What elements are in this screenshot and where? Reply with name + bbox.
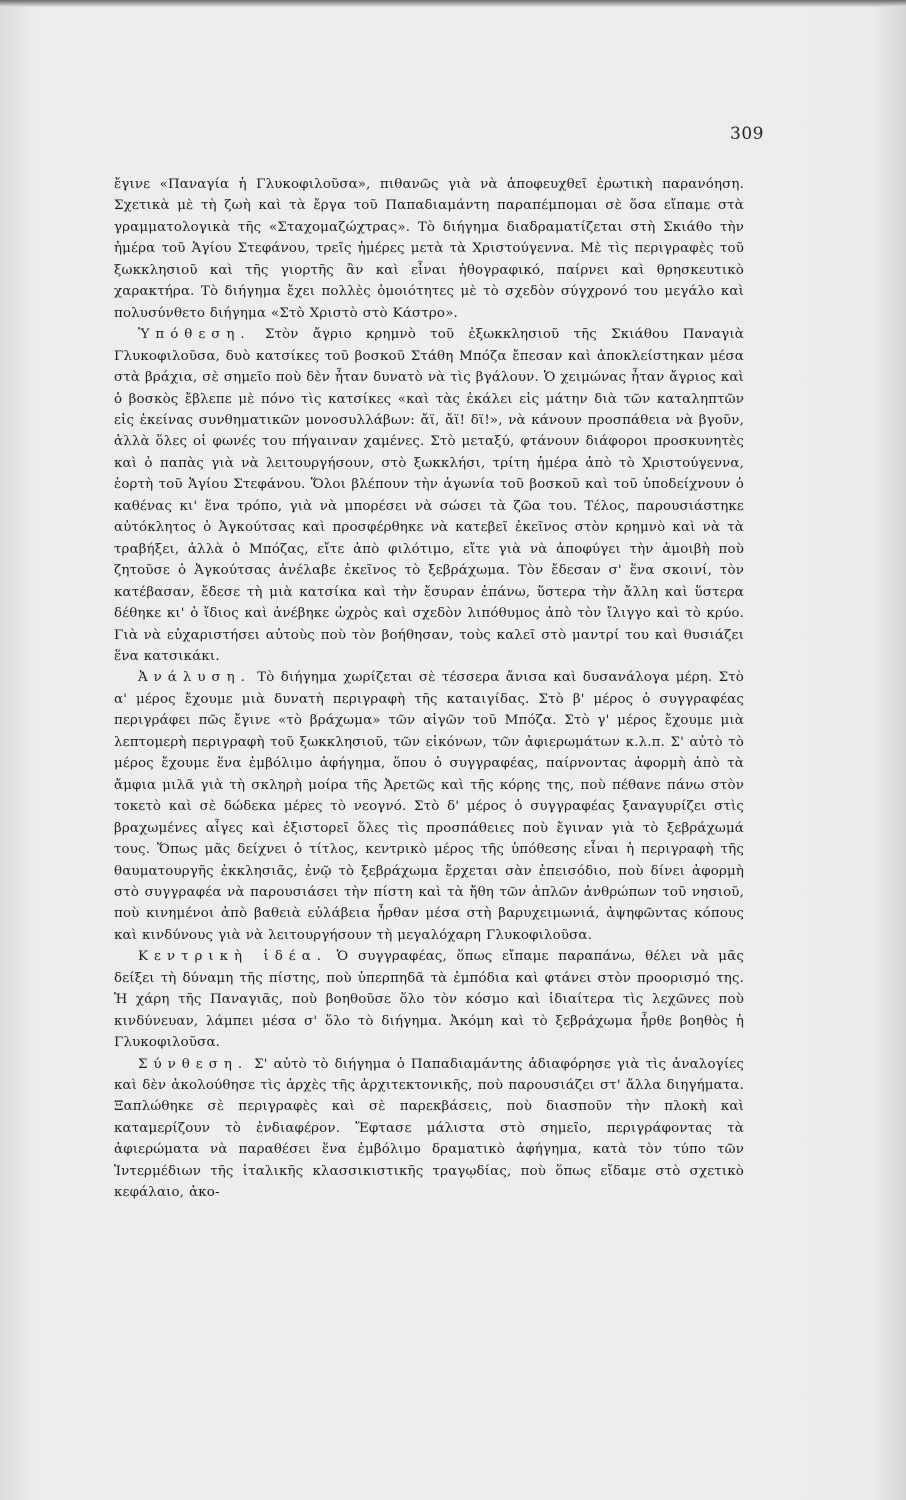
paragraph-composition bbox=[114, 1054, 744, 1204]
section-heading-analysis: Ἀνάλυση. bbox=[138, 670, 251, 686]
paragraph-plot bbox=[114, 324, 744, 667]
paragraph-central-idea bbox=[114, 946, 744, 1053]
paragraph-text: Τὸ διήγημα χωρίζεται σὲ τέσσερα ἄνισα καὶ δυσανάλογα μέρη. Στὸ α' μέρος ἔχουμε μιὰ δυνατὴ περιγραφὴ τῆς καταιγίδας. Στὸ β' μέρος ὁ συγγραφέας περιγράφει πῶς ἔγινε «τὸ βράχωμα» τῶν αἰγῶν τοῦ Μπόζα. Στὸ γ' μέρος ἔχουμε μιὰ λεπτομερὴ περιγραφὴ τοῦ ξωκκλησιοῦ, τῶν εἰκόνων, τῶν ἀφιερωμάτων κ.λ.π. Σ' αὐτὸ τὸ μέρος ἔχουμε ἕνα ἐμβόλιμο ἀφήγημα, ὅπου ὁ συγγραφέας, παίρνοντας ἀφορμὴ ἀπὸ τὰ ἄμφια μιλᾶ γιὰ τὴ σκληρὴ μοίρα τῆς Ἀρετῶς καὶ τῆς κόρης της, ποὺ πέθανε πάνω στὸν τοκετὸ καὶ σὲ δώδεκα μέρες τὸ νεογνό. Στὸ δ' μέρος ὁ συγγραφέας ξαναγυρίζει στὶς βραχωμένες αἶγες καὶ ἐξιστορεῖ ὅλες τὶς προσπάθειες ποὺ ἔγιναν γιὰ τὸ ξεβράχωμά τους. Ὅπως μᾶς δείχνει ὁ τίτλος, κεντρικὸ μέρος τῆς ὑπόθεσης εἶναι ἡ περιγραφὴ τῆς θαυματουργῆς ἐκκλησιᾶς, ἐνῷ τὸ ξεβράχωμα ἔρχεται σὰν ἐπεισόδιο, ποὺ δίνει ἀφορμὴ στὸ συγγραφέα νὰ παρουσιάσει τὴν πίστη καὶ τὰ ἤθη τῶν ἁπλῶν ἀνθρώπων τοῦ νησιοῦ, ποὺ κινημένοι ἀπὸ βαθειὰ εὐλάβεια ἦρθαν μέσα στὴ βαρυχειμωνιά, ἀψηφῶντας κόπους καὶ κινδύνους γιὰ νὰ λειτουργήσουν τὴ μεγαλόχαρη Γλυκοφιλοῦσα. bbox=[114, 670, 744, 943]
paragraph-analysis bbox=[114, 667, 744, 946]
section-heading-plot: Ὑπόθεση. bbox=[138, 327, 251, 343]
paragraph-text: Ὁ συγγραφέας, ὅπως εἴπαμε παραπάνω, θέλει νὰ μᾶς δείξει τὴ δύναμη τῆς πίστης, ποὺ ὑπερπηδᾶ τὰ ἐμπόδια καὶ φτάνει στὸν προορισμό της. Ἡ χάρη τῆς Παναγιᾶς, ποὺ βοηθοῦσε ὅλο τὸν κόσμο καὶ ἰδιαίτερα τὶς λεχῶνες ποὺ κινδύνευαν, λάμπει μέσα σ' ὅλο τὸ διήγημα. Ἀκόμη καὶ τὸ ξεβράχωμα ἦρθε βοηθὸς ἡ Γλυκοφιλοῦσα. bbox=[114, 949, 744, 1051]
page-number: 309 bbox=[730, 124, 764, 144]
section-heading-central-idea: Κεντρικὴ ἰδέα. bbox=[138, 949, 328, 965]
paragraph-text: ἔγινε «Παναγία ἡ Γλυκοφιλοῦσα», πιθανῶς γιὰ νὰ ἀποφευχθεῖ ἐρωτικὴ παρανόηση. Σχετικὰ μὲ τὴ ζωὴ καὶ τὰ ἔργα τοῦ Παπαδιαμάντη παραπέμπομαι σὲ ὅσα εἴπαμε στὰ γραμματολογικὰ τῆς «Σταχομαζώχτρας». Τὸ διήγημα διαδραματίζεται στὴ Σκιάθο τὴν ἡμέρα τοῦ Ἁγίου Στεφάνου, τρεῖς ἡμέρες μετὰ τὰ Χριστούγεννα. Μὲ τὶς περιγραφὲς τοῦ ξωκκλησιοῦ καὶ τῆς γιορτῆς ἂν καὶ εἶναι ἠθογραφικό, παίρνει καὶ θρησκευτικὸ χαρακτήρα. Τὸ διήγημα ἔχει πολλὲς ὁμοιότητες μὲ τὸ σχεδὸν σύγχρονό του μεγάλο καὶ πολυσύνθετο διήγημα «Στὸ Χριστὸ στὸ Κάστρο». bbox=[114, 177, 744, 321]
section-heading-composition: Σύνθεση. bbox=[138, 1056, 249, 1072]
paragraph-text: Στὸν ἄγριο κρημνὸ τοῦ ἐξωκκλησιοῦ τῆς Σκιάθου Παναγιὰ Γλυκοφιλοῦσα, δυὸ κατσίκες τοῦ βοσκοῦ Στάθη Μπόζα ἔπεσαν καὶ ἀποκλείστηκαν μέσα στὰ βράχια, σὲ σημεῖο ποὺ δὲν ἦταν δυνατὸ νὰ τὶς βγάλουν. Ὁ χειμώνας ἦταν ἄγριος καὶ ὁ βοσκὸς ἔβλεπε μὲ πόνο τὶς κατσίκες «καὶ τὰς ἐκάλει εἰς μάτην διὰ τῶν καταληπτῶν εἰς ἐκείνας συνθηματικῶν μονοσυλλάβων: ἄϊ, ἄϊ! δϊ!», νὰ κάνουν προσπάθεια νὰ βγοῦν, ἀλλὰ ὅλες οἱ φωνές του πήγαιναν χαμένες. Στὸ μεταξύ, φτάνουν διάφοροι προσκυνητὲς καὶ ὁ παπὰς γιὰ νὰ λειτουργήσουν, στὸ ξωκκλήσι, τρίτη ἡμέρα ἀπὸ τὸ Χριστούγεννα, ἑορτὴ τοῦ Ἁγίου Στεφάνου. Ὅλοι βλέπουν τὴν ἀγωνία τοῦ βοσκοῦ καὶ τοῦ ὑποδείχνουν ὁ καθένας κι' ἕνα τρόπο, γιὰ νὰ μπορέσει νὰ σώσει τὰ ζῶα του. Τέλος, παρουσιάστηκε αὐτόκλητος ὁ Ἀγκούτσας καὶ προσφέρθηκε νὰ κατεβεῖ ἐκεῖνος στὸν κρημνὸ καὶ νὰ τὰ τραβήξει, ἀλλὰ ὁ Μπόζας, εἴτε ἀπὸ φιλότιμο, εἴτε γιὰ νὰ ἀποφύγει τὴν ἀμοιβὴ ποὺ ζητοῦσε ὁ Ἀγκούτσας ἀνέλαβε ἐκεῖνος τὸ ξεβράχωμα. Τὸν ἔδεσαν σ' ἕνα σκοινί, τὸν κατέβασαν, ἔδεσε τὴ μιὰ κατσίκα καὶ τὴν ἔσυραν ἐπάνω, ὕστερα τὴν ἄλλη καὶ ὕστερα δέθηκε κι' ὁ ἴδιος καὶ ἀνέβηκε ὠχρὸς καὶ σχεδὸν λιπόθυμος ἀπὸ τὸν ἴλιγγο καὶ τὸ κρύο. Γιὰ νὰ εὐχαριστήσει αὐτοὺς ποὺ τὸν βοήθησαν, τοὺς καλεῖ στὸ μαντρί του καὶ θυσιάζει ἕνα κατσικάκι. bbox=[114, 327, 744, 664]
body-text bbox=[114, 174, 744, 1204]
paragraph-text: Σ' αὐτὸ τὸ διήγημα ὁ Παπαδιαμάντης ἀδιαφόρησε γιὰ τὶς ἀναλογίες καὶ δὲν ἀκολούθησε τὶς ἀρχὲς τῆς ἀρχιτεκτονικῆς, ποὺ παρουσιάζει στ' ἄλλα διηγήματα. Ξαπλώθηκε σὲ περιγραφὲς καὶ σὲ παρεκβάσεις, ποὺ διασποῦν τὴν πλοκὴ καὶ καταμερίζουν τὸ ἐνδιαφέρον. Ἔφτασε μάλιστα στὸ σημεῖο, περιγράφοντας τὰ ἀφιερώματα νὰ παραθέσει ἕνα ἐμβόλιμο δραματικὸ ἀφήγημα, κατὰ τὸν τύπο τῶν Ἰντερμέδιων τῆς ἰταλικῆς κλασσικιστικῆς τραγῳδίας, ποὺ ὅπως εἴδαμε στὸ σχετικὸ κεφάλαιο, ἀκο- bbox=[114, 1056, 744, 1201]
page-top-edge bbox=[0, 0, 906, 7]
paragraph-intro bbox=[114, 174, 744, 324]
